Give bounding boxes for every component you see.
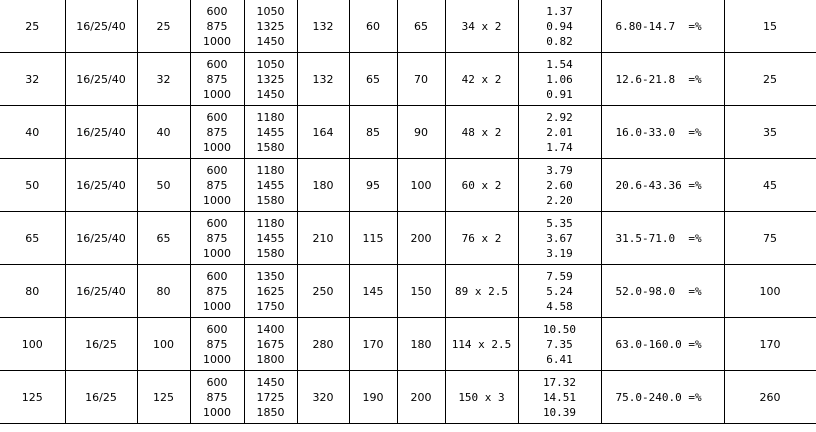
cell-length-b-value: 1180 [256,163,285,177]
cell-length-a [190,371,244,424]
cell-range: 12.6-21.8 =% [601,53,724,106]
cell-last: 45 [724,159,816,212]
cell-dim-2: 190 [349,371,397,424]
cell-length-b-value: 1050 [256,4,285,18]
cell-dim-2: 170 [349,318,397,371]
cell-dim-1: 210 [297,212,349,265]
cell-nozzle: 48 x 2 [445,106,518,159]
cell-length-b-value: 1050 [256,57,285,71]
cell-coefficient-value: 5.24 [546,284,573,298]
cell-length-b [244,106,297,159]
cell-range: 75.0-240.0 =% [601,371,724,424]
cell-length-b-value: 1450 [256,87,285,101]
cell-length-a-value: 1000 [203,352,231,366]
cell-dim-2: 95 [349,159,397,212]
cell-length-a-value: 600 [206,375,228,389]
cell-coefficient [518,159,601,212]
cell-length-a-value: 600 [206,322,228,336]
cell-diameter: 125 [137,371,190,424]
cell-length-b [244,371,297,424]
cell-coefficient-value: 2.01 [546,125,573,139]
cell-length-b-value: 1625 [256,284,285,298]
cell-coefficient [518,371,601,424]
cell-pressure: 16/25/40 [65,106,137,159]
cell-dn: 125 [0,371,65,424]
cell-pressure: 16/25 [65,318,137,371]
cell-length-b-value: 1800 [256,352,285,366]
cell-dim-2: 85 [349,106,397,159]
cell-last: 100 [724,265,816,318]
cell-dim-3: 70 [397,53,445,106]
cell-nozzle: 60 x 2 [445,159,518,212]
cell-coefficient-value: 0.82 [546,34,573,48]
cell-length-a-value: 1000 [203,299,231,313]
cell-nozzle: 42 x 2 [445,53,518,106]
cell-nozzle: 76 x 2 [445,212,518,265]
cell-pressure: 16/25/40 [65,53,137,106]
cell-nozzle: 89 x 2.5 [445,265,518,318]
cell-length-b [244,265,297,318]
cell-dim-3: 150 [397,265,445,318]
cell-length-b-value: 1325 [256,72,285,86]
cell-coefficient [518,53,601,106]
cell-dim-2: 145 [349,265,397,318]
cell-length-b [244,159,297,212]
cell-length-a-value: 875 [206,19,228,33]
cell-range: 52.0-98.0 =% [601,265,724,318]
cell-range: 6.80-14.7 =% [601,0,724,53]
cell-last: 35 [724,106,816,159]
cell-coefficient [518,0,601,53]
cell-dim-3: 90 [397,106,445,159]
cell-coefficient-value: 17.32 [542,375,577,389]
cell-length-a-value: 1000 [203,246,231,260]
cell-range: 63.0-160.0 =% [601,318,724,371]
cell-length-b-value: 1580 [256,140,285,154]
table-row [0,212,816,265]
cell-diameter: 65 [137,212,190,265]
cell-dn: 25 [0,0,65,53]
cell-length-b [244,0,297,53]
cell-dim-1: 164 [297,106,349,159]
cell-length-b-value: 1580 [256,246,285,260]
cell-length-a-value: 600 [206,216,228,230]
cell-diameter: 40 [137,106,190,159]
cell-dim-1: 250 [297,265,349,318]
cell-coefficient-value: 7.35 [546,337,573,351]
cell-diameter: 100 [137,318,190,371]
cell-length-b-value: 1325 [256,19,285,33]
table-row [0,53,816,106]
cell-last: 260 [724,371,816,424]
cell-dn: 40 [0,106,65,159]
cell-length-b-value: 1675 [256,337,285,351]
cell-length-a-value: 600 [206,57,228,71]
cell-coefficient-value: 3.67 [546,231,573,245]
cell-dim-1: 320 [297,371,349,424]
cell-pressure: 16/25/40 [65,212,137,265]
cell-coefficient-value: 14.51 [542,390,577,404]
cell-length-a-value: 1000 [203,193,231,207]
cell-length-a-value: 600 [206,269,228,283]
cell-length-a-value: 875 [206,284,228,298]
cell-last: 25 [724,53,816,106]
cell-dim-3: 100 [397,159,445,212]
cell-length-a [190,106,244,159]
cell-length-a [190,0,244,53]
cell-length-a-value: 1000 [203,87,231,101]
cell-coefficient [518,106,601,159]
cell-length-a-value: 1000 [203,140,231,154]
cell-pressure: 16/25/40 [65,265,137,318]
cell-last: 15 [724,0,816,53]
cell-coefficient-value: 2.20 [546,193,573,207]
cell-length-b-value: 1580 [256,193,285,207]
table-row [0,265,816,318]
cell-coefficient-value: 2.92 [546,110,573,124]
cell-coefficient-value: 3.79 [546,163,573,177]
cell-dim-3: 180 [397,318,445,371]
cell-coefficient-value: 5.35 [546,216,573,230]
cell-coefficient [518,212,601,265]
cell-diameter: 80 [137,265,190,318]
cell-dn: 65 [0,212,65,265]
cell-range: 20.6-43.36 =% [601,159,724,212]
cell-dim-1: 180 [297,159,349,212]
cell-dim-3: 200 [397,371,445,424]
cell-length-a [190,212,244,265]
cell-range: 16.0-33.0 =% [601,106,724,159]
cell-last: 170 [724,318,816,371]
cell-dn: 50 [0,159,65,212]
cell-length-a-value: 875 [206,337,228,351]
cell-diameter: 25 [137,0,190,53]
cell-length-a [190,53,244,106]
cell-pressure: 16/25 [65,371,137,424]
cell-length-b-value: 1180 [256,216,285,230]
cell-dim-2: 60 [349,0,397,53]
cell-length-a-value: 875 [206,125,228,139]
cell-pressure: 16/25/40 [65,0,137,53]
cell-length-a-value: 600 [206,110,228,124]
cell-last: 75 [724,212,816,265]
cell-length-a-value: 875 [206,72,228,86]
table-row [0,159,816,212]
table-row [0,106,816,159]
cell-coefficient [518,265,601,318]
cell-length-b-value: 1400 [256,322,285,336]
cell-length-b-value: 1450 [256,34,285,48]
cell-dim-1: 280 [297,318,349,371]
cell-length-a-value: 1000 [203,405,231,419]
cell-range: 31.5-71.0 =% [601,212,724,265]
cell-length-b-value: 1850 [256,405,285,419]
cell-length-b [244,318,297,371]
cell-length-b-value: 1455 [256,178,285,192]
cell-length-b-value: 1750 [256,299,285,313]
cell-diameter: 32 [137,53,190,106]
cell-dn: 80 [0,265,65,318]
cell-length-b-value: 1350 [256,269,285,283]
cell-length-a-value: 875 [206,231,228,245]
cell-length-b-value: 1725 [256,390,285,404]
cell-coefficient-value: 1.06 [546,72,573,86]
cell-dim-3: 200 [397,212,445,265]
cell-coefficient-value: 1.37 [546,4,573,18]
table-row [0,371,816,424]
cell-coefficient-value: 10.39 [542,405,577,419]
cell-length-a-value: 600 [206,4,228,18]
cell-dn: 32 [0,53,65,106]
cell-coefficient-value: 4.58 [546,299,573,313]
cell-dim-3: 65 [397,0,445,53]
cell-coefficient-value: 3.19 [546,246,573,260]
cell-coefficient [518,318,601,371]
table-row [0,318,816,371]
cell-length-a [190,265,244,318]
cell-dim-1: 132 [297,0,349,53]
cell-dim-1: 132 [297,53,349,106]
cell-nozzle: 150 x 3 [445,371,518,424]
cell-length-b-value: 1455 [256,125,285,139]
cell-diameter: 50 [137,159,190,212]
cell-length-b-value: 1180 [256,110,285,124]
cell-length-b [244,212,297,265]
cell-length-a-value: 875 [206,390,228,404]
cell-coefficient-value: 1.54 [546,57,573,71]
cell-coefficient-value: 1.74 [546,140,573,154]
cell-coefficient-value: 0.91 [546,87,573,101]
cell-length-a [190,159,244,212]
table-row [0,0,816,53]
cell-length-b [244,53,297,106]
cell-length-a-value: 600 [206,163,228,177]
cell-length-b-value: 1450 [256,375,285,389]
cell-length-a-value: 875 [206,178,228,192]
cell-nozzle: 114 x 2.5 [445,318,518,371]
cell-coefficient-value: 7.59 [546,269,573,283]
cell-nozzle: 34 x 2 [445,0,518,53]
cell-length-a-value: 1000 [203,34,231,48]
cell-pressure: 16/25/40 [65,159,137,212]
cell-coefficient-value: 2.60 [546,178,573,192]
cell-dn: 100 [0,318,65,371]
cell-length-a [190,318,244,371]
cell-dim-2: 65 [349,53,397,106]
cell-coefficient-value: 6.41 [546,352,573,366]
cell-dim-2: 115 [349,212,397,265]
cell-length-b-value: 1455 [256,231,285,245]
cell-coefficient-value: 0.94 [546,19,573,33]
cell-coefficient-value: 10.50 [542,322,577,336]
